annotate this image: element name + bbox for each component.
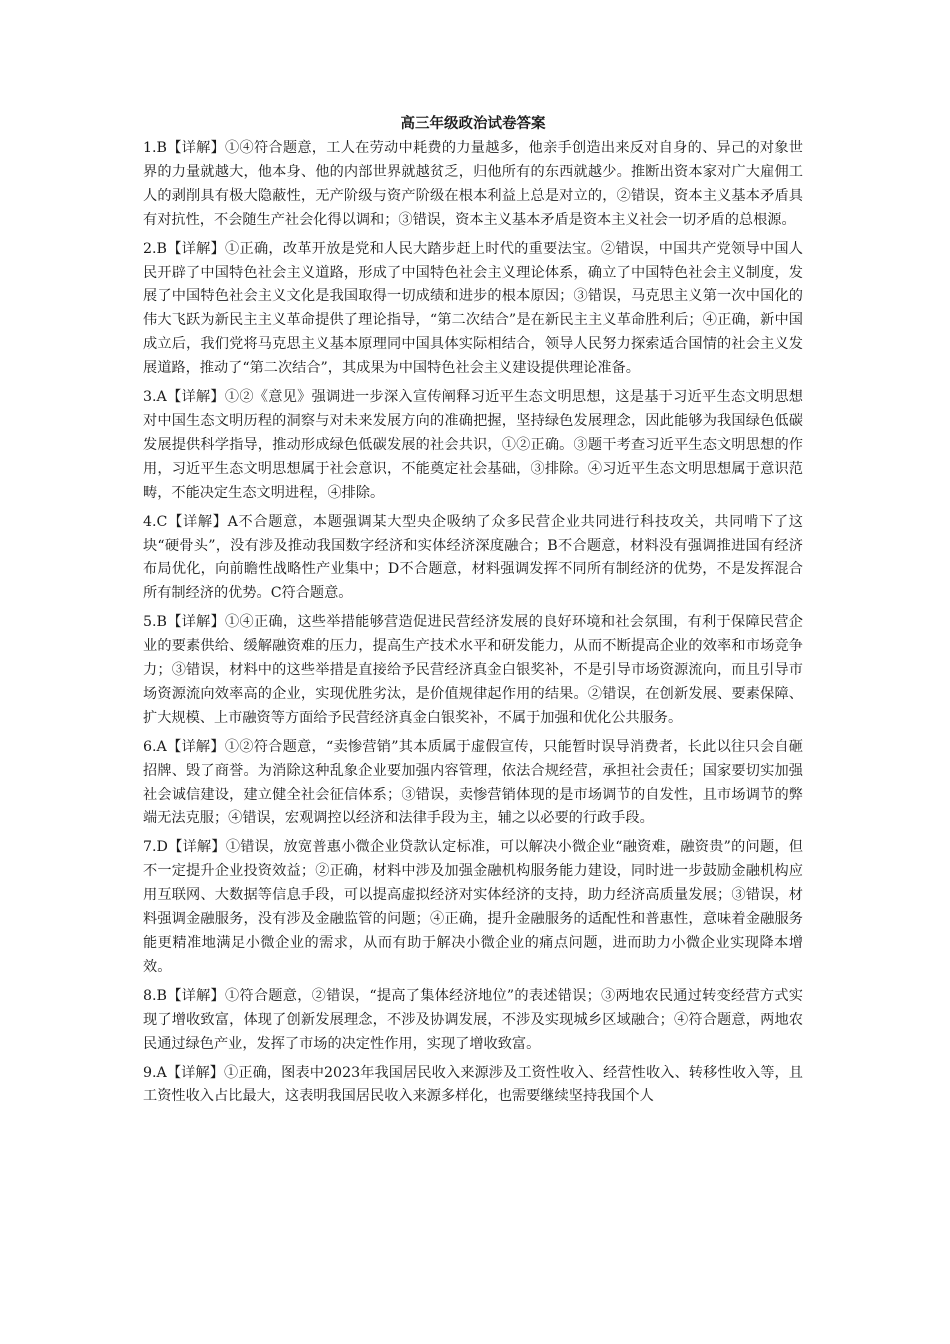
answer-item-4: 4.C【详解】A不合题意，本题强调某大型央企吸纳了众多民营企业共同进行科技攻关，共同啃下了这块“硬骨头”，没有涉及推动我国数字经济和实体经济深度融合；B不合题意，材料没有强调推进国有经济布局优化，向前瞻性战略性产业集中；D不合题意，材料强调发挥不同所有制经济的优势，不是发挥混合所有制经济的优势。C符合题意。 xyxy=(143,513,803,602)
answer-item-9: 9.A【详解】①正确，图表中2023年我国居民收入来源涉及工资性收入、经营性收入、转移性收入等，且工资性收入占比最大，这表明我国居民收入来源多样化，也需要继续坚持我国个人 xyxy=(143,1064,803,1105)
answer-item-2: 2.B【详解】①正确，改革开放是党和人民大踏步赶上时代的重要法宝。②错误，中国共产党领导中国人民开辟了中国特色社会主义道路，形成了中国特色社会主义理论体系，确立了中国特色社会主义制度，发展了中国特色社会主义文化是我国取得一切成绩和进步的根本原因；③错误，马克思主义第一次中国化的伟大飞跃为新民主主义革命提供了理论指导，“第二次结合”是在新民主主义革命胜利后；④正确，新中国成立后，我们党将马克思主义基本原理同中国具体实际相结合，领导人民努力探索适合国情的社会主义发展道路，推动了“第二次结合”，其成果为中国特色社会主义建设提供理论准备。 xyxy=(143,240,803,377)
answer-item-5: 5.B【详解】①④正确，这些举措能够营造促进民营经济发展的良好环境和社会氛围，有利于保障民营企业的要素供给、缓解融资难的压力，提高生产技术水平和研发能力，从而不断提高企业的效率和市场竞争力；③错误，材料中的这些举措是直接给予民营经济真金白银奖补，不是引导市场资源流向，而且引导市场资源流向效率高的企业，实现优胜劣汰，是价值规律起作用的结果。②错误，在创新发展、要素保障、扩大规模、上市融资等方面给予民营经济真金白银奖补，不属于加强和优化公共服务。 xyxy=(143,614,803,726)
document-title: 高三年级政治试卷答案 xyxy=(400,115,546,132)
answer-document xyxy=(143,112,803,1114)
answer-item-1: 1.B【详解】①④符合题意，工人在劳动中耗费的力量越多，他亲手创造出来反对自身的、异己的对象世界的力量就越大，他本身、他的内部世界就越贫乏，归他所有的东西就越少。推断出资本家对广大雇佣工人的剥削具有极大隐蔽性，无产阶级与资产阶级在根本利益上总是对立的，②错误，资本主义基本矛盾具有对抗性，不会随生产社会化得以调和；③错误，资本主义基本矛盾是资本主义社会一切矛盾的总根源。 xyxy=(143,140,803,228)
answer-item-8: 8.B【详解】①符合题意，②错误，“提高了集体经济地位”的表述错误；③两地农民通过转变经营方式实现了增收致富，体现了创新发展理念，不涉及协调发展，不涉及实现城乡区域融合；④符合题意，两地农民通过绿色产业，发挥了市场的决定性作用，实现了增收致富。 xyxy=(143,987,803,1052)
answer-item-6: 6.A【详解】①②符合题意，“卖惨营销”其本质属于虚假宣传，只能暂时误导消费者，长此以往只会自砸招牌、毁了商誉。为消除这种乱象企业要加强内容管理，依法合规经营，承担社会责任；国家要切实加强社会诚信建设，建立健全社会征信体系；③错误，卖惨营销体现的是市场调节的自发性，且市场调节的弊端无法克服；④错误，宏观调控以经济和法律手段为主，辅之以必要的行政手段。 xyxy=(143,738,803,827)
answer-item-3: 3.A【详解】①②《意见》强调进一步深入宣传阐释习近平生态文明思想，这是基于习近平生态文明思想对中国生态文明历程的洞察与对未来发展方向的准确把握，坚持绿色发展理念，因此能够为我国绿色低碳发展提供科学指导，推动形成绿色低碳发展的社会共识，①②正确。③题干考查习近平生态文明思想的作用，习近平生态文明思想属于社会意识，不能奠定社会基础，③排除。④习近平生态文明思想属于意识范畴，不能决定生态文明进程，④排除。 xyxy=(143,389,803,501)
answer-item-7: 7.D【详解】①错误，放宽普惠小微企业贷款认定标准，可以解决小微企业“融资难，融资贵”的问题，但不一定提升企业投资效益；②正确，材料中涉及加强金融机构服务能力建设，同时进一步鼓励金融机构应用互联网、大数据等信息手段，可以提高虚拟经济对实体经济的支持，助力经济高质量发展；③错误，材料强调金融服务，没有涉及金融监管的问题；④正确，提升金融服务的适配性和普惠性，意味着金融服务能更精准地满足小微企业的需求，从而有助于解决小微企业的痛点问题，进而助力小微企业实现降本增效。 xyxy=(143,839,803,975)
